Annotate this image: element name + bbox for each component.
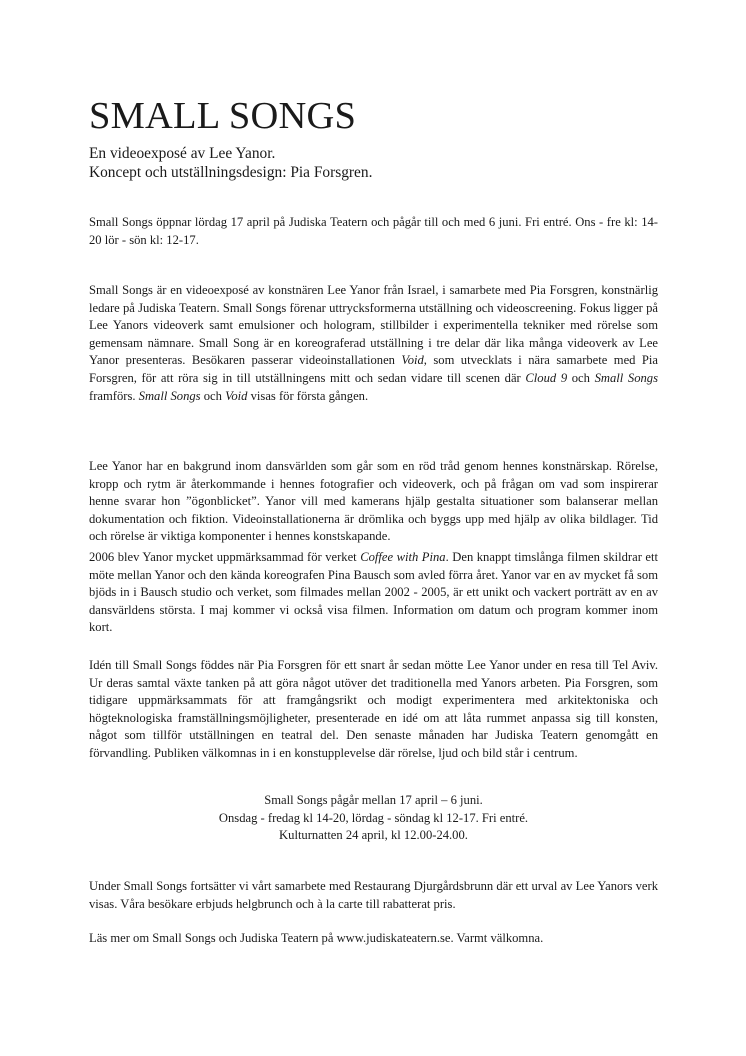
schedule-line-3: Kulturnatten 24 april, kl 12.00-24.00. [279,828,468,843]
work-title-void-2: Void [225,388,248,403]
schedule-line-1: Small Songs pågår mellan 17 april – 6 juni. [264,793,483,807]
paragraph-origin: Idén till Small Songs föddes när Pia Forsgren för ett snart år sedan mötte Lee Yanor under en resa till Tel Aviv. Ur deras samtal växte tanken på att göra något utöver det traditionella med Yanors arbeten. Pia Forsgren, som tidigare uppmärksammats för att framgångsrikt och modigt experimentera med arkitektoniska och högteknologiska framställningsmöjligheter, presenterade en idé om att låta rummet anpassa sig till konsten, något som tillför utställningen en teatral del. Den senaste månaden har Judiska Teatern genomgått en förvandling. Publiken välkomnas in i en konstupplevelse där rörelse, ljud och bild står i centrum. [89,658,658,760]
subtitle-line-2: Koncept och utställningsdesign: Pia Forsgren. [89,164,373,181]
work-title-void: Void [401,353,424,368]
paragraph-read-more: Läs mer om Small Songs och Judiska Teatern på www.judiskateatern.se. Varmt välkomna. [89,931,544,945]
paragraph-restaurant: Under Small Songs fortsätter vi vårt samarbete med Restaurang Djurgårdsbrunn där ett urval av Lee Yanors verk visas. Våra besökare erbjuds helgbrunch och à la carte till rabatterat pris. [89,879,658,911]
document-title: SMALL SONGS [89,95,357,137]
work-title-coffee-with-pina: Coffee with Pina [360,550,446,564]
work-title-small-songs-2: Small Songs [138,388,201,403]
work-title-small-songs: Small Songs [594,370,658,385]
intro-paragraph: Small Songs öppnar lördag 17 april på Judiska Teatern och pågår till och med 6 juni. Fri entré. Ons - fre kl: 14-20 lör - sön kl: 12-17. [89,215,658,247]
paragraph-background: Lee Yanor har en bakgrund inom dansvärlden som går som en röd tråd genom hennes konstnärskap. Rörelse, kropp och rytm är återkommande i hennes fotografier och videoverk, och på frågan om vad som inspirerar henne svarar hon ”ögonblicket”. Yanor vill med kamerans hjälp gestalta situationer som balanserar mellan dokumentation och fiktion. Videoinstallationerna är drömlika och byggs upp med hjälp av olika bildlager. Tid och rörelse är viktiga komponenter i hennes konstskapande. [89,459,658,544]
work-title-cloud9: Cloud 9 [525,370,568,385]
paragraph-coffee-with-pina: 2006 blev Yanor mycket uppmärksammad för verket Coffee with Pina. Den knappt timslånga filmen skildrar ett möte mellan Yanor och den kända koreografen Pina Bausch som avled förra året. Yanor var en av mycket få som bjöds in i Bausch studio och verket, som filmades mellan 2002 - 2005, är ett unikt och vackert porträtt av en av dansvärldens största. I maj kommer vi också visa filmen. Information om datum och program kommer inom kort. [89,550,659,635]
paragraph-about: Small Songs är en videoexposé av konstnären Lee Yanor från Israel, i samarbete med Pia Forsgren, konstnärlig ledare på Judiska Teatern. Small Songs förenar uttrycksformerna utställning och videoscreening. Fokus ligger på Lee Yanors videoverk samt emulsioner och hologram, stillbilder i experimentella tekniker med rörelse som gemensam nämnare. Small Song är en koreograferad utställning i tre delar där lika många videoverk av Lee Yanor presenteras. Besökaren passerar videoinstallationen Void, som utvecklats i nära samarbete med Pia Forsgren, för att röra sig in till utställningens mitt och sedan vidare till scenen där Cloud 9 och Small Songs framförs. Small Songs och Void visas för första gången. [89,283,659,403]
subtitle-line-1: En videoexposé av Lee Yanor. [89,145,276,162]
schedule-block [89,792,658,845]
schedule-line-2: Onsdag - fredag kl 14-20, lördag - söndag kl 12-17. Fri entré. [218,810,529,825]
